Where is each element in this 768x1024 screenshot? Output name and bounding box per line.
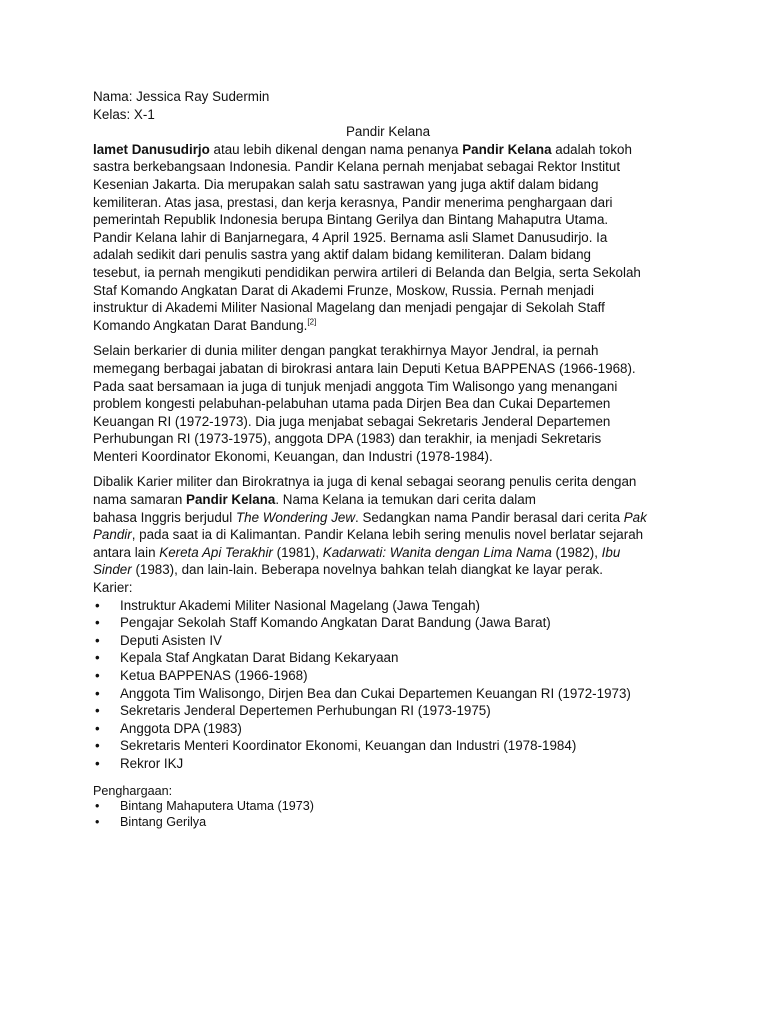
list-item-text: Bintang Gerilya [120,814,207,829]
paragraph-line [93,317,683,335]
list-item [93,685,683,703]
list-item [93,815,683,831]
list-item-text: Bintang Mahaputera Utama (1973) [120,799,314,814]
italic-title: Ibu [601,544,621,560]
footnote-link[interactable]: [2] [307,317,317,327]
paragraph-line [93,141,683,159]
list-item [93,799,683,815]
list-item [93,597,683,615]
paragraph-line: adalah sedikit dari penulis sastra yang aktif dalam bidang kemiliteran. Dalam bidang [93,247,591,263]
list-item-text: Rekror IKJ [120,755,184,771]
bullet-icon: • [95,755,100,771]
paragraph-line [93,544,683,562]
list-item [93,737,683,755]
list-item [93,720,683,738]
list-item [93,632,683,650]
paragraph-line: Menteri Koordinator Ekonomi, Keuangan, dan Industri (1978-1984). [93,448,493,464]
list-item-text: Ketua BAPPENAS (1966-1968) [120,668,308,683]
paragraph-line: Dibalik Karier militer dan Birokratnya ia juga di kenal sebagai seorang penulis cerita dengan [93,474,637,490]
bold-text: Pandir Kelana [462,141,552,157]
paragraph-line: Pada saat bersamaan ia juga di tunjuk menjadi anggota Tim Walisongo yang menangani [93,378,618,394]
list-item [93,649,683,667]
bullet-icon: • [95,615,100,631]
bullet-icon: • [95,668,100,683]
text-run: nama samaran [93,492,187,508]
paragraph-line: Staf Komando Angkatan Darat di Akademi Frunze, Moskow, Russia. Pernah menjadi [93,282,594,298]
paragraph-line [93,491,683,509]
list-item [93,755,683,773]
list-item [93,614,683,632]
bullet-icon: • [95,685,100,701]
career-heading: Karier: [93,580,133,596]
student-class: Kelas: X-1 [93,106,155,122]
text-run: . Sedangkan nama Pandir berasal dari cerita [355,509,624,525]
bullet-icon: • [95,814,100,829]
text-run: antara lain [93,544,160,560]
bullet-icon: • [95,632,100,648]
text-run: bahasa Inggris berjudul [93,509,236,525]
paragraph-line: Kesenian Jakarta. Dia merupakan salah satu sastrawan yang juga aktif dalam bidang [93,176,599,192]
paragraph-line: Selain berkarier di dunia militer dengan pangkat terakhirnya Mayor Jendral, ia pernah [93,343,599,359]
bullet-icon: • [95,703,100,719]
italic-title: The Wondering Jew [235,509,356,525]
awards-list [93,799,683,830]
student-name: Nama: Jessica Ray Sudermin [93,89,270,104]
paragraph-line [93,526,683,544]
italic-title: Pak [623,509,647,525]
paragraph-career-bureaucracy [93,342,683,465]
paragraph-writer [93,473,683,579]
document-title: Pandir Kelana [345,124,431,140]
bold-text: lamet Danusudirjo [93,141,210,157]
text-run: Komando Angkatan Darat Bandung. [93,317,308,333]
paragraph-line: Perhubungan RI (1973-1975), anggota DPA (1983) dan terakhir, ia menjadi Sekretaris [93,431,602,447]
bullet-icon: • [95,650,100,666]
paragraph-line: kemiliteran. Atas jasa, prestasi, dan kerja kerasnya, Pandir menerima penghargaan dari [93,194,613,210]
list-item-text: Sekretaris Jenderal Depertemen Perhubungan RI (1973-1975) [120,703,491,719]
awards-section [93,784,683,831]
text-run: (1983), dan lain-lain. Beberapa novelnya bahkan telah diangkat ke layar perak. [131,562,603,578]
text-run: . Nama Kelana ia temukan dari cerita dalam [275,492,536,508]
paragraph-line: Keuangan RI (1972-1973). Dia juga menjabat sebagai Sekretaris Jenderal Departemen [93,413,611,429]
paragraph-line [93,509,683,527]
document-body [93,88,683,830]
paragraph-line: problem kongesti pelabuhan-pelabuhan utama pada Dirjen Bea dan Cukai Departemen [93,396,611,412]
text-run: atau lebih dikenal dengan nama penanya [209,141,463,157]
bold-text: Pandir Kelana [186,492,276,508]
paragraph-line: memegang berbagai jabatan di birokrasi antara lain Deputi Ketua BAPPENAS (1966-1968). [93,360,636,376]
bullet-icon: • [95,799,100,814]
list-item-text: Pengajar Sekolah Staff Komando Angkatan Darat Bandung (Jawa Barat) [120,615,551,631]
italic-title: Kereta Api Terakhir [159,544,273,560]
paragraph-intro [93,141,683,335]
paragraph-line: tesebut, ia pernah mengikuti pendidikan perwira artileri di Belanda dan Belgia, serta Sekolah [93,264,641,280]
bullet-icon: • [95,597,100,613]
bullet-icon: • [95,720,100,736]
list-item-text: Sekretaris Menteri Koordinator Ekonomi, Keuangan dan Industri (1978-1984) [120,738,577,754]
text-run: , pada saat ia di Kalimantan. Pandir Kelana lebih sering menulis novel berlatar sejarah [131,527,644,543]
paragraph-line: sastra berkebangsaan Indonesia. Pandir Kelana pernah menjabat sebagai Rektor Institut [93,159,621,175]
list-item-text: Anggota Tim Walisongo, Dirjen Bea dan Cukai Departemen Keuangan RI (1972-1973) [120,685,631,701]
italic-title: Pandir [93,527,132,543]
italic-title: Kadarwati: Wanita dengan Lima Nama [322,544,552,560]
list-item [93,702,683,720]
list-item-text: Deputi Asisten IV [120,632,222,648]
awards-heading: Penghargaan: [93,783,173,798]
text-run: adalah tokoh [551,141,632,157]
paragraph-line: pemerintah Republik Indonesia berupa Bintang Gerilya dan Bintang Mahaputra Utama. [93,212,609,228]
paragraph-line: Pandir Kelana lahir di Banjarnegara, 4 April 1925. Bernama asli Slamet Danusudirjo. Ia [93,229,608,245]
paragraph-line [93,561,683,579]
list-item-text: Instruktur Akademi Militer Nasional Magelang (Jawa Tengah) [120,597,480,613]
text-run: (1981), [272,544,323,560]
italic-title: Sinder [93,562,132,578]
career-list [93,597,683,773]
list-item-text: Anggota DPA (1983) [120,720,242,736]
paragraph-line: instruktur di Akademi Militer Nasional Magelang dan menjadi pengajar di Sekolah Staff [93,300,605,316]
text-run: (1982), [551,544,602,560]
list-item-text: Kepala Staf Angkatan Darat Bidang Kekaryaan [120,650,399,666]
bullet-icon: • [95,738,100,754]
list-item [93,667,683,685]
